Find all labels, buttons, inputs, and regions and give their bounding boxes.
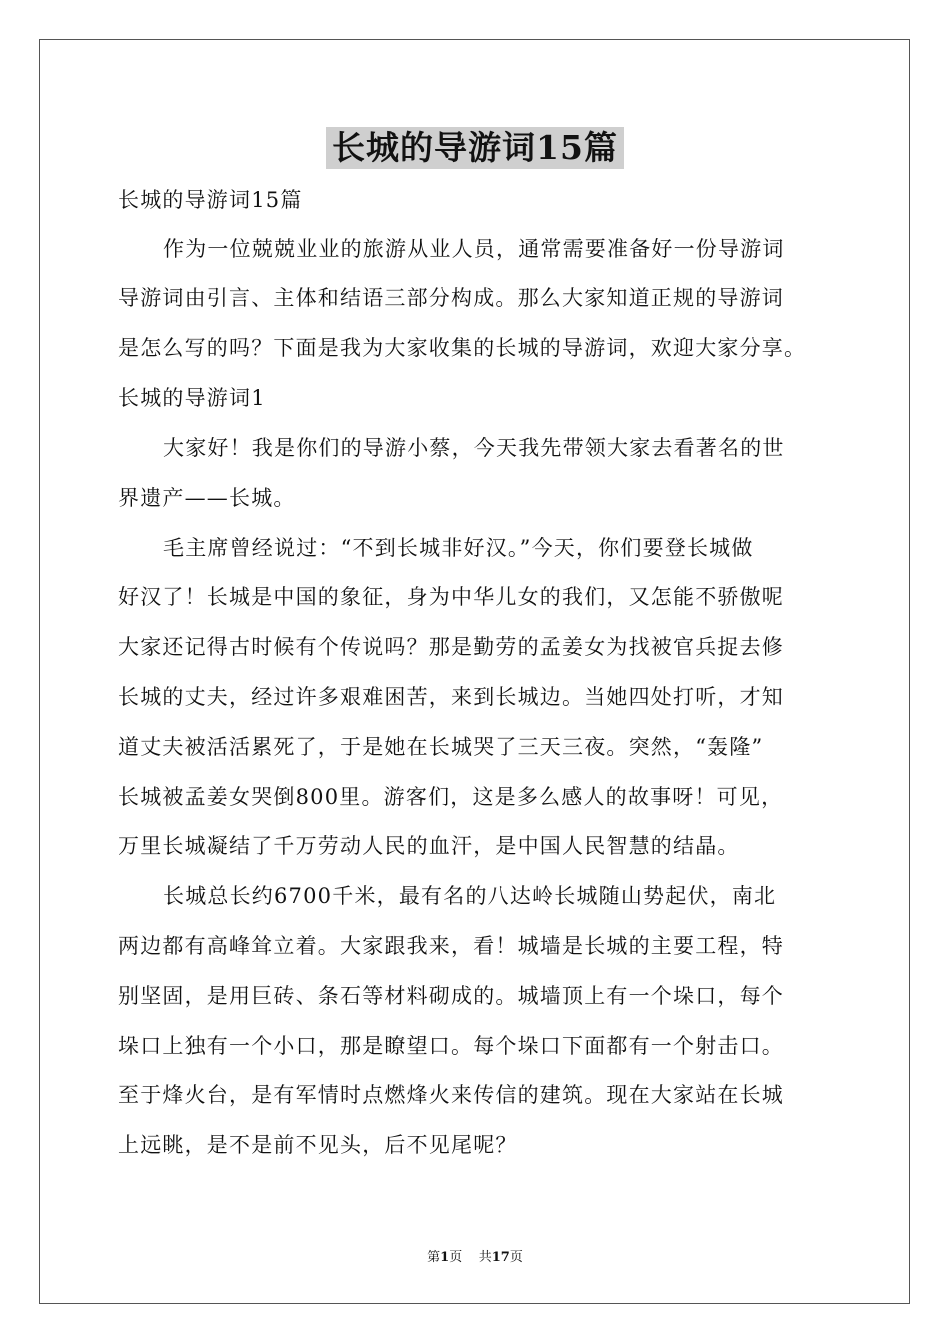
paragraph-line: 垛口上独有一个小口，那是瞭望口。每个垛口下面都有一个射击口。 [118,1034,784,1058]
paragraph-line: 好汉了！长城是中国的象征，身为中华儿女的我们，又怎能不骄傲呢 [118,585,784,609]
section-heading: 长城的导游词1 [118,386,266,410]
document-title-container [0,127,950,169]
paragraph-line: 毛主席曾经说过：“不到长城非好汉。”今天，你们要登长城做 [163,536,754,560]
paragraph-line: 长城总长约6700千米，最有名的八达岭长城随山势起伏，南北 [163,884,777,908]
total-pages: 17 [491,1250,510,1265]
paragraph-line: 至于烽火台，是有军情时点燃烽火来传信的建筑。现在大家站在长城 [118,1083,784,1107]
subtitle-line: 长城的导游词15篇 [118,188,303,212]
page-number: 1 [440,1250,450,1265]
paragraph-line: 万里长城凝结了千万劳动人民的血汗，是中国人民智慧的结晶。 [118,834,740,858]
page-prefix: 第 [427,1250,441,1265]
paragraph-line: 导游词由引言、主体和结语三部分构成。那么大家知道正规的导游词 [118,286,784,310]
paragraph-line: 上远眺，是不是前不见头，后不见尾呢？ [118,1133,518,1157]
document-title: 长城的导游词15篇 [326,127,624,169]
total-prefix: 共 [478,1250,492,1265]
paragraph-line: 别坚固，是用巨砖、条石等材料砌成的。城墙顶上有一个垛口，每个 [118,984,784,1008]
paragraph-line: 作为一位兢兢业业的旅游从业人员，通常需要准备好一份导游词 [163,237,785,261]
paragraph-line: 两边都有高峰耸立着。大家跟我来，看！城墙是长城的主要工程，特 [118,934,784,958]
paragraph-line: 长城被孟姜女哭倒800里。游客们，这是多么感人的故事呀！可见， [118,785,784,809]
page-border [39,39,910,1304]
paragraph-line: 大家好！我是你们的导游小蔡，今天我先带领大家去看著名的世 [163,436,785,460]
page-suffix: 页 [449,1250,463,1265]
page-footer [0,1246,950,1265]
paragraph-line: 大家还记得古时候有个传说吗？那是勤劳的孟姜女为找被官兵捉去修 [118,635,784,659]
paragraph-line: 道丈夫被活活累死了，于是她在长城哭了三天三夜。突然，“轰隆” [118,735,764,759]
paragraph-line: 长城的丈夫，经过许多艰难困苦，来到长城边。当她四处打听，才知 [118,685,784,709]
paragraph-line: 界遗产——长城。 [118,486,296,510]
paragraph-line: 是怎么写的吗？下面是我为大家收集的长城的导游词，欢迎大家分享。 [118,336,807,360]
total-suffix: 页 [509,1250,523,1265]
